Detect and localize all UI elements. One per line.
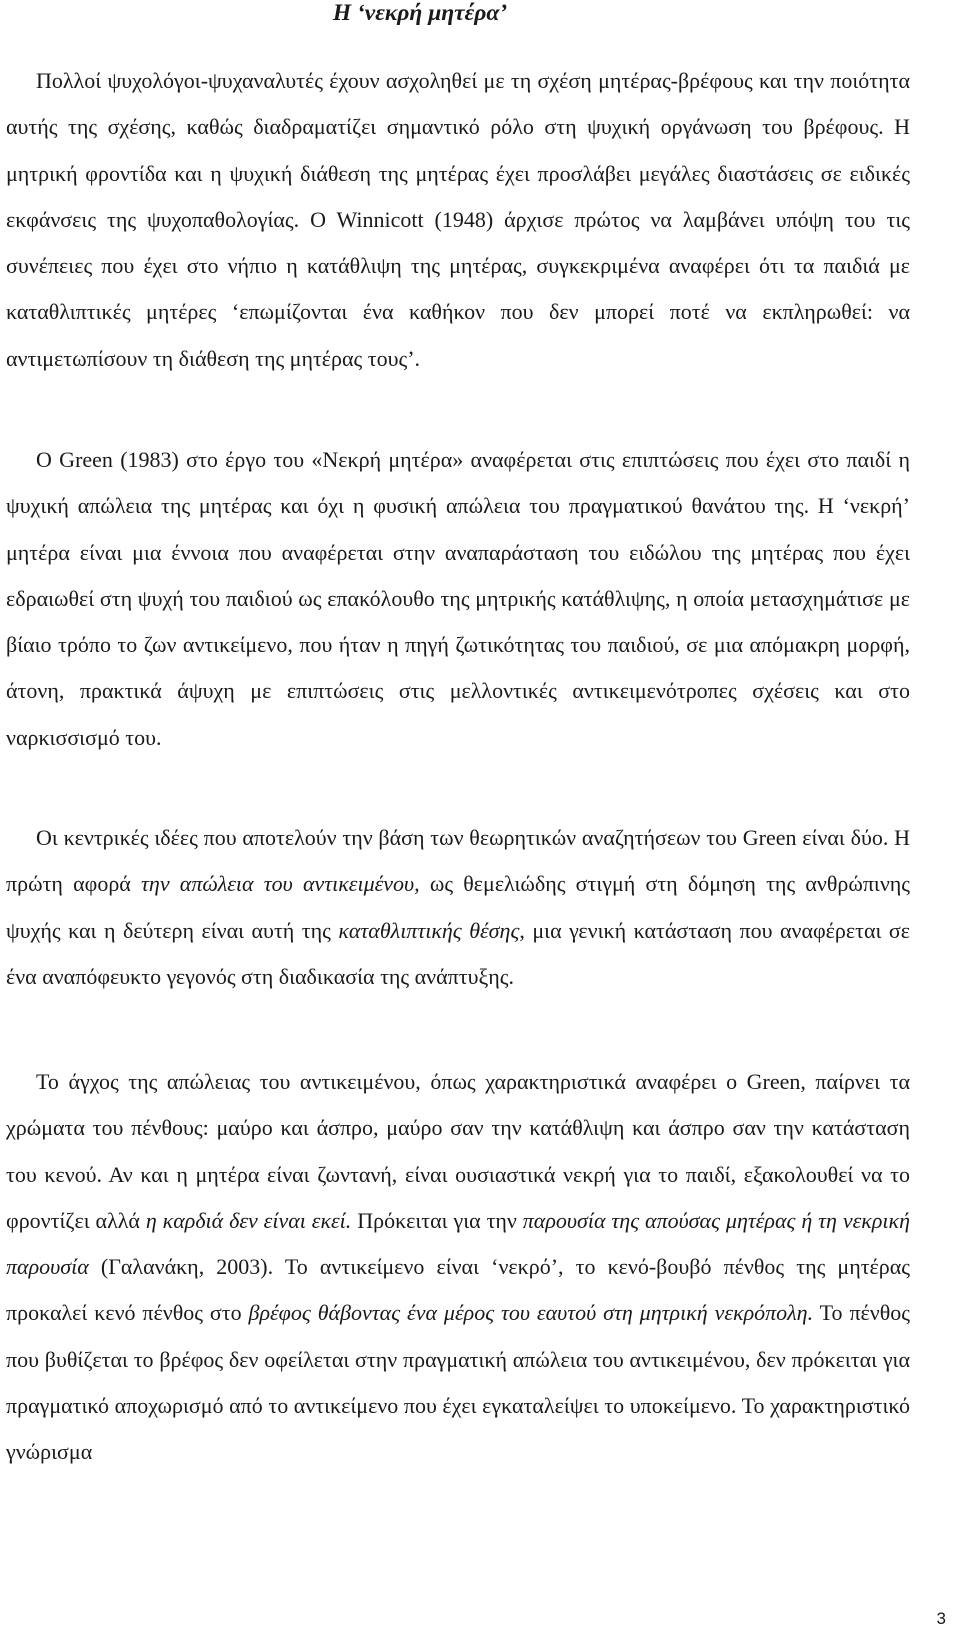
paragraph-4-italic-a: η καρδιά δεν είναι εκεί.: [145, 1207, 352, 1233]
page-number: 3: [936, 1609, 946, 1628]
paragraph-4-text-d: Το πένθος που βυθίζεται το βρέφος δεν οφείλεται στην πραγματική απώλεια του αντικειμένου, δεν πρόκειται για πραγματικό αποχωρισμό από το αντικείμενο που έχει εγκαταλείψει το υποκείμενο. Το χαρακτηριστικό γνώρισμα: [6, 1300, 910, 1465]
paragraph-3-text-a: Οι κεντρικές ιδέες που αποτελούν την βάση των θεωρητικών αναζητήσεων του Green είναι δύο. Η πρώτη αφορά: [6, 825, 910, 897]
paragraph-2: [6, 437, 910, 761]
paragraph-4-text-b: Πρόκειται για την: [351, 1207, 523, 1233]
paragraph-3-text-b: ως θεμελιώδης στιγμή στη δόμηση της ανθρώπινης ψυχής και η δεύτερη είναι αυτή της: [6, 871, 911, 943]
paragraph-4: [6, 1059, 910, 1476]
paragraph-4-text-c: (Γαλανάκη, 2003). Το αντικείμενο είναι ‘νεκρό’, το κενό-βουβό πένθος της μητέρας προκαλεί κενό πένθος στο: [6, 1254, 910, 1326]
paragraph-1-text: Πολλοί ψυχολόγοι-ψυχαναλυτές έχουν ασχοληθεί με τη σχέση μητέρας-βρέφους και την ποιότητα αυτής της σχέσης, καθώς διαδραματίζει σημαντικό ρόλο στη ψυχική οργάνωση του βρέφους. Η μητρική φροντίδα και η ψυχική διάθεση της μητέρας έχει προσλάβει μεγάλες διαστάσεις σε ειδικές εκφάνσεις της ψυχοπαθολογίας. O Winnicott (1948) άρχισε πρώτος να λαμβάνει υπόψη του τις συνέπειες που έχει στο νήπιο η κατάθλιψη της μητέρας, συγκεκριμένα αναφέρει ότι τα παιδιά με καταθλιπτικές μητέρες ‘επωμίζονται ένα καθήκον που δεν μπορεί ποτέ να εκπληρωθεί: να αντιμετωπίσουν τη διάθεση της μητέρας τους’.: [6, 68, 910, 371]
paragraph-3-text-c: , μια γενική κατάσταση που αναφέρεται σε ένα αναπόφευκτο γεγονός στη διαδικασία της ανάπτυξης.: [6, 917, 910, 989]
paragraph-3: [6, 815, 910, 1000]
page-title: Η ‘νεκρή μητέρα’: [332, 0, 508, 26]
paragraph-4-italic-b: παρουσία της απούσας μητέρας ή τη νεκρική παρουσία: [6, 1207, 910, 1280]
paragraph-1: [6, 58, 910, 382]
paragraph-4-italic-c: βρέφος θάβοντας ένα μέρος του εαυτού στη μητρική νεκρόπολη.: [248, 1300, 814, 1326]
paragraph-3-italic-a: την απώλεια του αντικειμένου,: [141, 871, 420, 897]
paragraph-2-text-a: Ο Green (1983) στο έργο του «Νεκρή μητέρα» αναφέρεται στις επιπτώσεις που έχει στο παιδί η ψυχική απώλεια της μητέρας και όχι η φυσική απώλεια του πραγματικού θανάτου της.: [6, 447, 910, 519]
paragraph-2-text-b: Η ‘νεκρή’ μητέρα είναι μια έννοια που αναφέρεται στην αναπαράσταση του ειδώλου της μητέρας που έχει εδραιωθεί στη ψυχή του παιδιού ως επακόλουθο της μητρικής κατάθλιψης, η οποία μετασχημάτισε με βίαιο τρόπο το ζων αντικείμενο, που ήταν η πηγή ζωτικότητας του παιδιού, σε μια απόμακρη μορφή, άτονη, πρακτικά άψυχη με επιπτώσεις στις μελλοντικές αντικειμενότροπες σχέσεις και στο ναρκισσισμό του.: [6, 493, 911, 750]
paragraph-3-italic-b: καταθλιπτικής θέσης: [338, 917, 520, 943]
paragraph-4-text-a: Το άγχος της απώλειας του αντικειμένου, όπως χαρακτηριστικά αναφέρει ο Green, παίρνει τα χρώματα του πένθους: μαύρο και άσπρο, μαύρο σαν την κατάθλιψη και άσπρο σαν την κατάσταση του κενού. Αν και η μητέρα είναι ζωντανή, είναι ουσιαστικά νεκρή για το παιδί, εξακολουθεί να το φροντίζει αλλά: [6, 1069, 910, 1233]
